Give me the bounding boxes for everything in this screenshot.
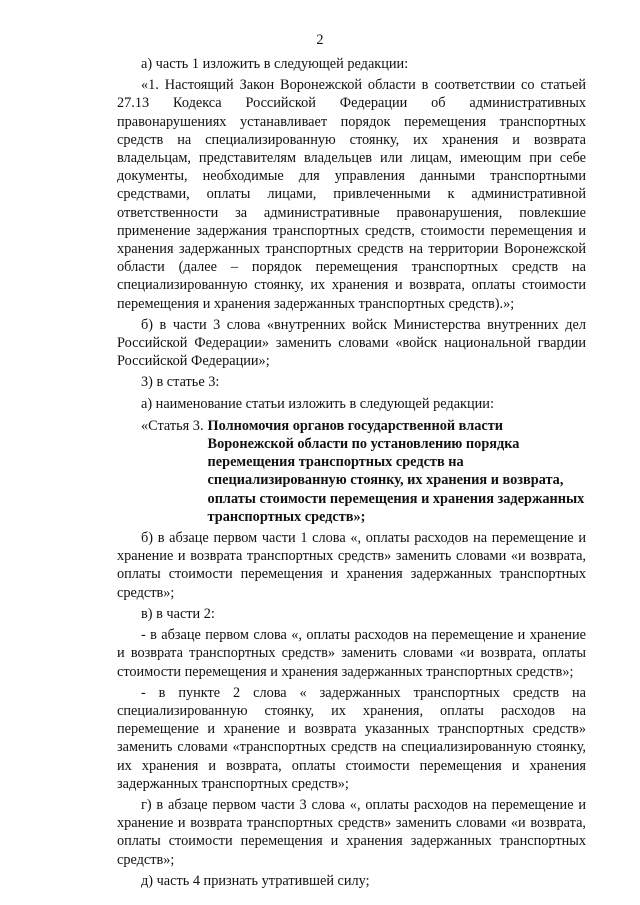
paragraph-new-part1-text: «1. Настоящий Закон Воронежской области в соответствии со статьей 27.13 Кодекса Российской Федерации об административных правонарушениях устанавливает порядок перемещения транспортных средств на специализированную стоянку, их хранения и возврата владельцам, представителям владельцев или лицам, имеющим при себе документы, необходимые для управления данными транспортными средствами, оплаты лицами, привлеченными к административной ответственности за административные правонарушения, повлекшие применение задержания транспортных средств, стоимости перемещения и хранения задержанных транспортных средств на территории Воронежской области (далее – порядок перемещения транспортных средств на специализированную стоянку, их хранения и возврата, оплаты стоимости перемещения и хранения задержанных транспортных средств).»; bbox=[117, 77, 586, 312]
paragraph-item-b: б) в абзаце первом части 1 слова «, оплаты расходов на перемещение и хранение и возврата транспортных средств» заменить словами «и возврата, оплаты стоимости перемещения и хранения задержанных транспортных средств»; bbox=[117, 530, 586, 601]
article-heading-label: «Статья 3. bbox=[141, 417, 204, 434]
paragraph-item-v-dash1: - в абзаце первом слова «, оплаты расходов на перемещение и хранение и возврата транспортных средств» заменить словами «и возврата, оплаты стоимости перемещения и хранения задержанных транспортных средств»; bbox=[117, 627, 586, 680]
article-heading-title: Полномочия органов государственной власти Воронежской области по установлению порядка перемещения транспортных средств на специализированную стоянку, их хранения и возврата, оплаты стоимости перемещения и хранения задержанных транспортных средств»; bbox=[207, 417, 585, 525]
paragraph-item-v: в) в части 2: bbox=[141, 605, 215, 622]
paragraph-item-v-dash2: - в пункте 2 слова « задержанных транспортных средств на специализированную стоянку, их хранения, оплаты расходов на перемещение и хранение и возврата указанных транспортных средств» заменить словами «транспортных средств на специализированную стоянку, их хранения и возврата, оплаты стоимости перемещения и хранения задержанных транспортных средств»; bbox=[117, 684, 586, 792]
paragraph-article-title-amend: а) наименование статьи изложить в следующей редакции: bbox=[141, 395, 494, 412]
article-heading bbox=[141, 417, 586, 526]
paragraph-amend-part3: б) в части 3 слова «внутренних войск Министерства внутренних дел Российской Федерации» заменить словами «войск национальной гвардии Российской Федерации»; bbox=[117, 316, 586, 370]
page-number: 2 bbox=[316, 32, 324, 48]
document-body bbox=[117, 55, 586, 890]
paragraph-article3: 3) в статье 3: bbox=[141, 374, 220, 391]
paragraph-item-g: г) в абзаце первом части 3 слова «, оплаты расходов на перемещение и хранение и возврата транспортных средств» заменить словами «и возврата, оплаты стоимости перемещения и хранения задержанных транспортных средств»; bbox=[117, 796, 586, 868]
paragraph-amend-part1: а) часть 1 изложить в следующей редакции: bbox=[141, 56, 409, 72]
paragraph-item-d: д) часть 4 признать утратившей силу; bbox=[141, 872, 370, 889]
